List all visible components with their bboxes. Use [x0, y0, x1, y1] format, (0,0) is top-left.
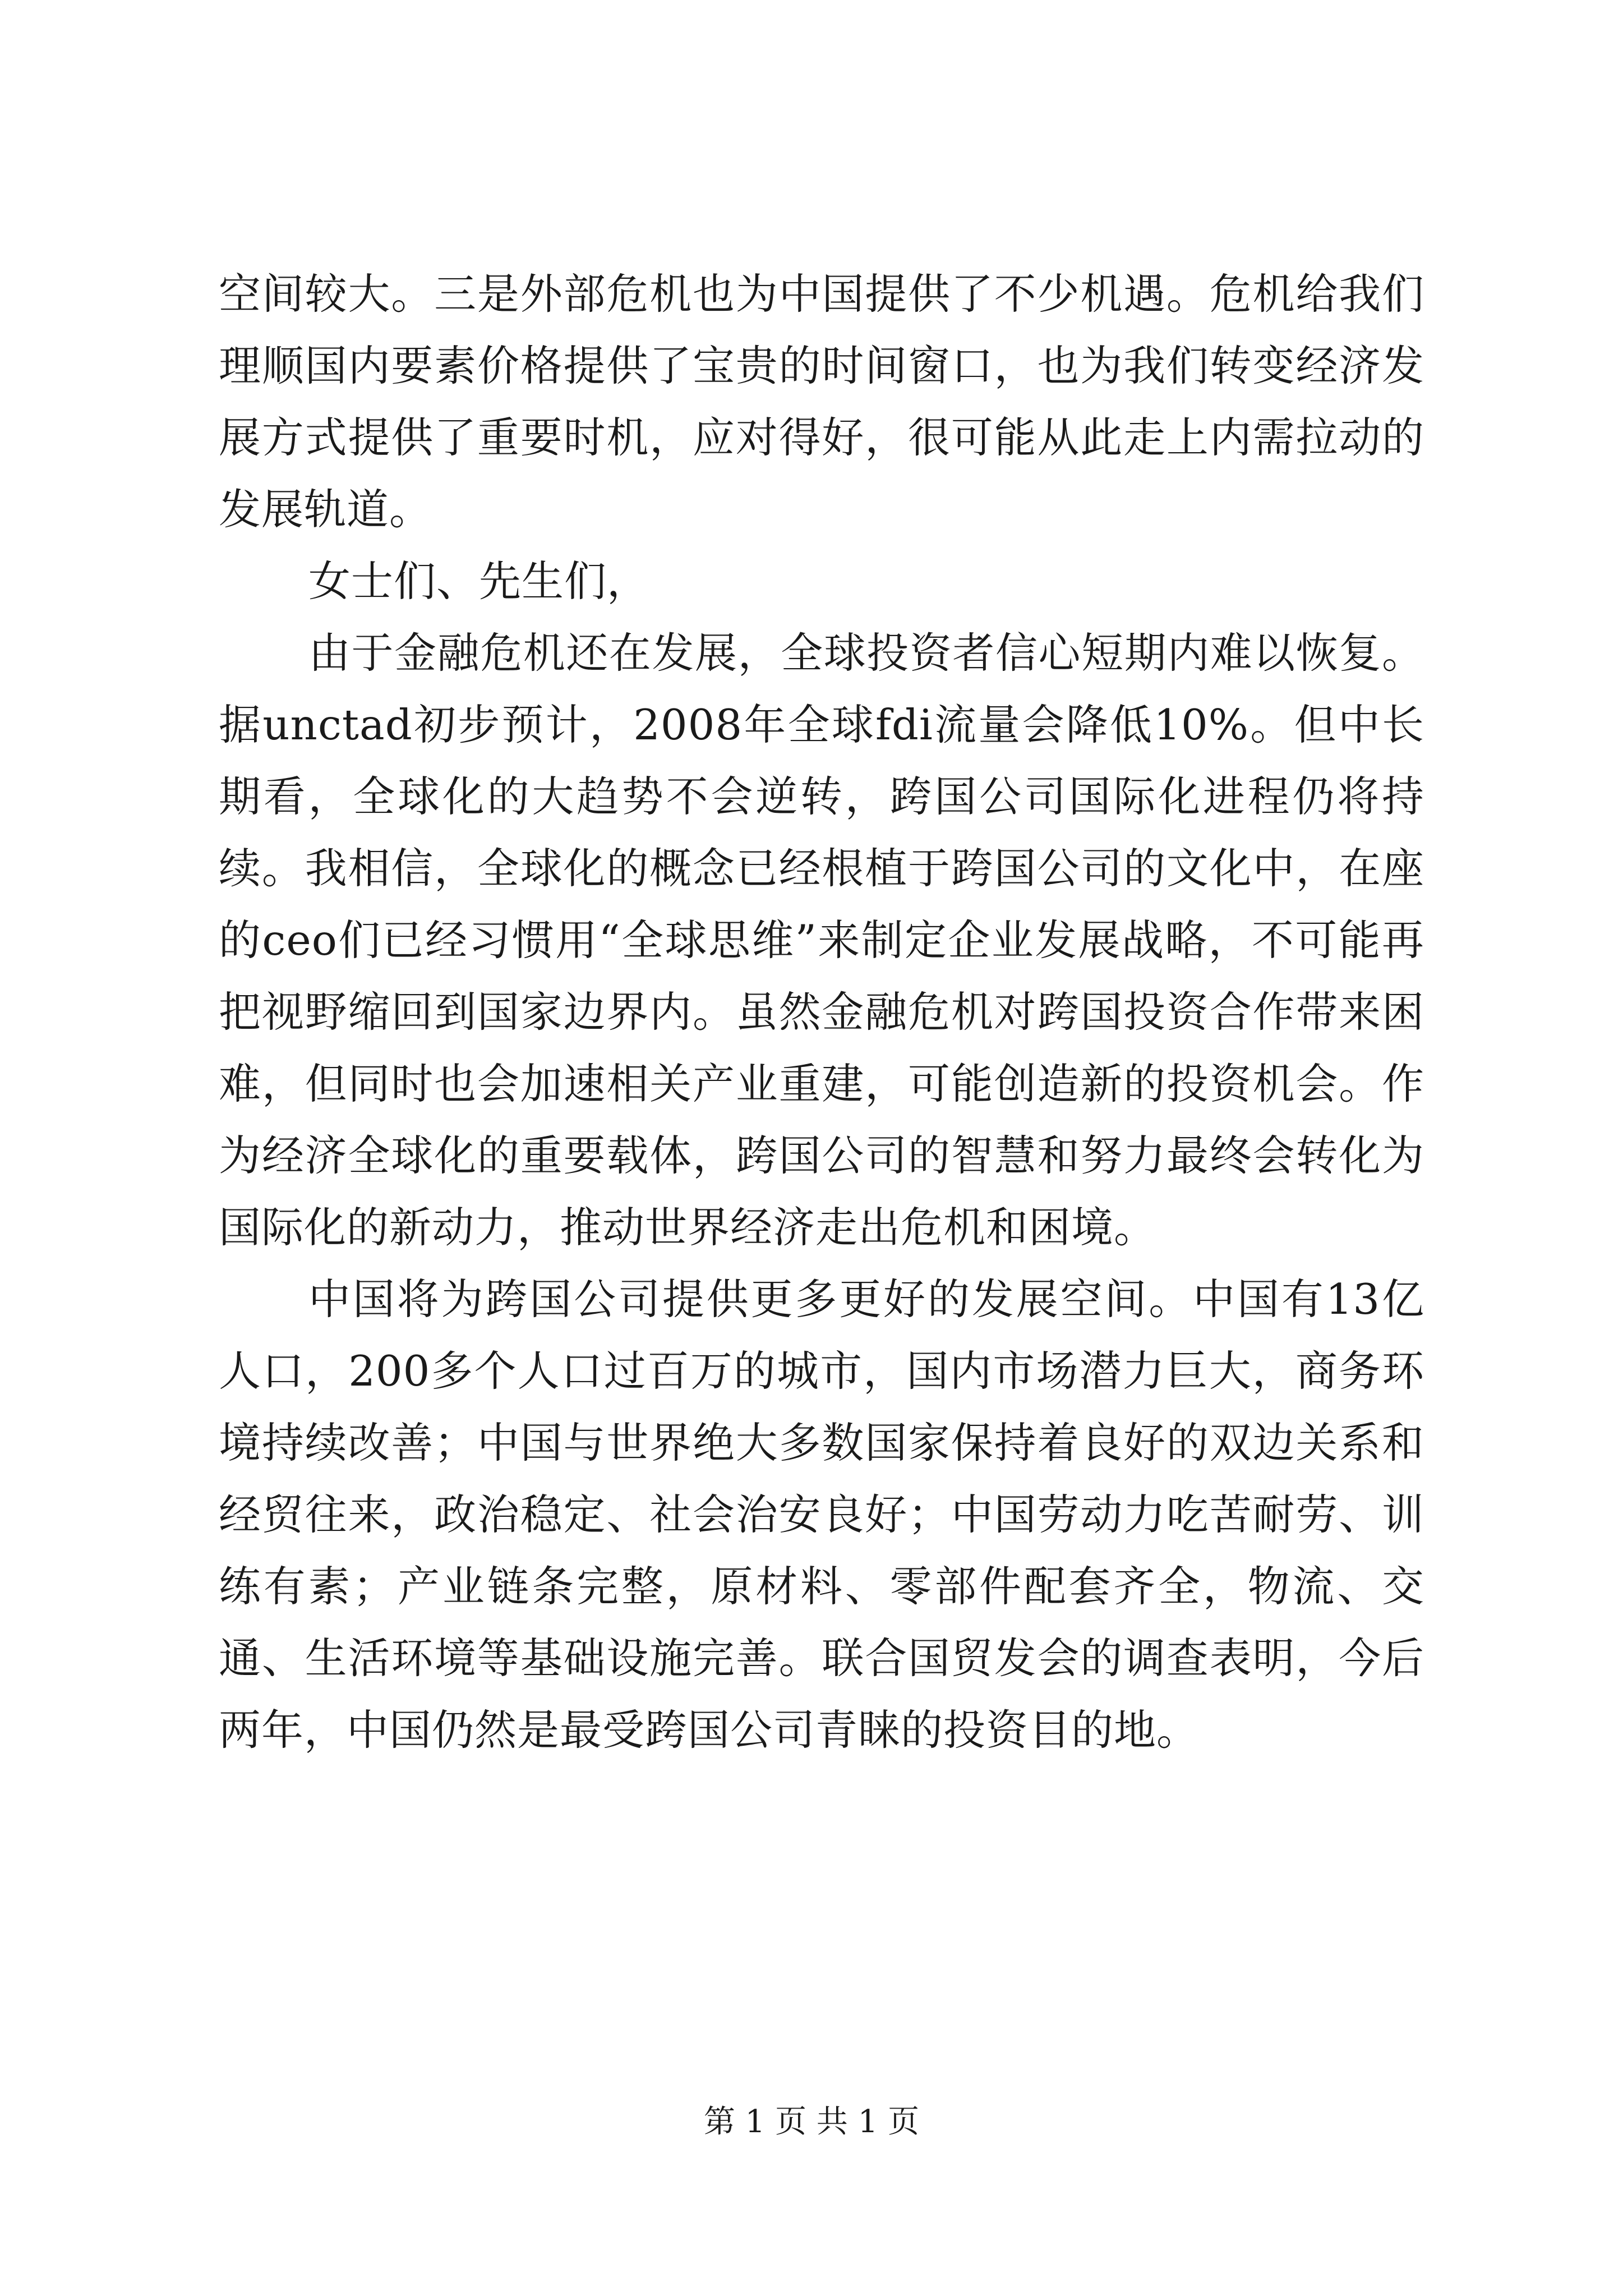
paragraph-3: 由于金融危机还在发展，全球投资者信心短期内难以恢复。据unctad初步预计，2008年全球fdi流量会降低10%。但中长期看，全球化的大趋势不会逆转，跨国公司国际化进程仍将持续。我相信，全球化的概念已经根植于跨国公司的文化中，在座的ceo们已经习惯用“全球思维”来制定企业发展战略，不可能再把视野缩回到国家边界内。虽然金融危机对跨国投资合作带来困难，但同时也会加速相关产业重建，可能创造新的投资机会。作为经济全球化的重要载体，跨国公司的智慧和努力最终会转化为国际化的新动力，推动世界经济走出危机和困境。: [219, 628, 1424, 1252]
paragraph-salutation: 女士们、先生们，: [308, 556, 650, 606]
paragraph-4: 中国将为跨国公司提供更多更好的发展空间。中国有13亿人口，200多个人口过百万的城市，国内市场潜力巨大，商务环境持续改善；中国与世界绝大多数国家保持着良好的双边关系和经贸往来，政治稳定、社会治安良好；中国劳动力吃苦耐劳、训练有素；产业链条完整，原材料、零部件配套齐全，物流、交通、生活环境等基础设施完善。联合国贸发会的调查表明，今后两年，中国仍然是最受跨国公司青睐的投资目的地。: [219, 1274, 1424, 1755]
paragraph-1: 空间较大。三是外部危机也为中国提供了不少机遇。危机给我们理顺国内要素价格提供了宝贵的时间窗口，也为我们转变经济发展方式提供了重要时机，应对得好，很可能从此走上内需拉动的发展轨道。: [219, 269, 1424, 534]
page-number-footer: 第 1 页 共 1 页: [703, 2104, 920, 2140]
document-body: [219, 258, 1424, 1766]
